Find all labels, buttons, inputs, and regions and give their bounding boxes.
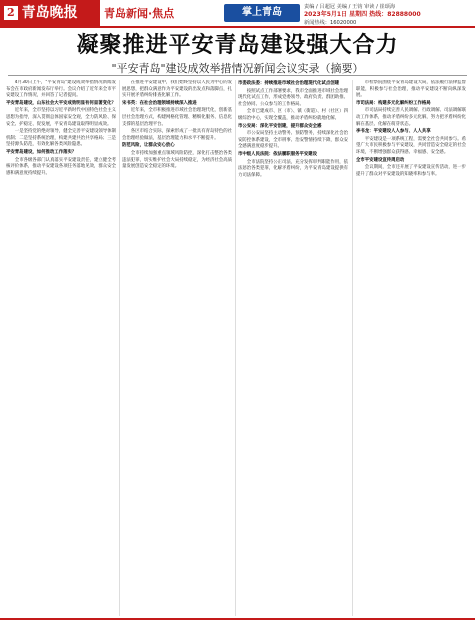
paragraph: 4月30日上午，"平安青岛"建设成效举措情况新闻发布会在市政府新闻发布厅举行。会议介绍了近年来全市平安建设工作情况，并回答了记者提问。: [6, 80, 116, 99]
section-subheading: 平安青岛建设，山东社会大平安成效明显有何显著变化？: [6, 100, 116, 106]
paragraph: 市检察院围绕平安青岛建设大局，依法履行法律监督职能，积极参与社会治理，推动平安建设不断向纵深发展。: [356, 80, 466, 99]
text-column-2: [122, 80, 232, 616]
section-subheading: 市司法局：构建多元化解纠纷工作格局: [356, 100, 431, 106]
editor-credits: 责编 / 吕超冠 美编 / 王钧 审读 / 崔颂海: [304, 4, 396, 10]
paragraph: 市司法局持续完善人民调解、行政调解、司法调解联动工作体系，推动矛盾纠纷多元化解，努力把矛盾纠纷化解在基层、化解在萌芽状态。: [356, 108, 466, 127]
paragraph: 全市各级各部门认真落实平安建设责任，建立健全考核评价体系，推动平安建设各项任务落地见效，群众安全感和满意度持续提升。: [6, 157, 116, 176]
paragraph: 一是坚持党的绝对领导，健全完善平安建设领导体制机制；二是坚持系统治理，构建共建共治共享格局；三是坚持源头防范，有效化解各类风险隐患。: [6, 129, 116, 148]
section-subheading: 全市平安建设宣传周启动: [356, 157, 405, 163]
subhead-divider: [8, 75, 467, 76]
paragraph: 全市持续加强重点领域风险防控，深化打击整治各类违法犯罪，切实维护社会大局持续稳定，为经济社会高质量发展创造安全稳定的环境。: [122, 150, 232, 170]
section-subheading: 市公安局：深化平安创建，提升群众安全感: [238, 123, 322, 129]
app-badge: 掌上青岛: [224, 4, 300, 22]
paragraph: 市公安局坚持主动警务、预防警务，持续深化社会治安防控体系建设，全市刑事、治安警情持续下降，群众安全感满意度稳步提升。: [238, 131, 348, 150]
paragraph: 近年来，全市积极推进市域社会治理现代化，创新基层社会治理方式，构建网格化管理、精细化服务、信息化支撑的基层治理平台。: [122, 108, 232, 127]
paragraph: 全市法院坚持公正司法，充分发挥审判职能作用，依法惩治各类犯罪，化解矛盾纠纷，为平安青岛建设提供有力司法保障。: [238, 159, 348, 178]
text-column-1: [6, 80, 116, 616]
paragraph: 在推进平安建设中，我们始终坚持以人民为中心的发展思想，把群众满意作为平安建设的出发点和落脚点，扎实开展矛盾纠纷排查化解工作。: [122, 80, 232, 99]
section-subheading: 防范风险，让群众安心放心: [122, 143, 175, 149]
section-title: 青岛新闻·焦点: [104, 7, 175, 20]
issue-date: 2023年5月1日 星期四 热线：82888000: [304, 11, 421, 18]
section-subheading: 平安青岛建设，如何推动工作落实？: [6, 149, 77, 155]
page-number: 2: [4, 6, 18, 20]
paragraph: 按照试点工作部署要求，我市全面推进市域社会治理现代化试点工作，形成党委领导、政府负责、群团助推、社会协同、公众参与的工作格局。: [238, 88, 348, 107]
section-subheading: 市委政法委：持续推进市域社会治理现代化试点创建: [238, 81, 339, 86]
section-subheading: 李书龙：平安建设人人参与、人人共享: [356, 129, 431, 135]
article-subheadline: "平安青岛"建设成效举措情况新闻会议实录（摘要）: [111, 62, 364, 75]
column-divider: [352, 80, 353, 616]
text-column-4: [356, 80, 466, 616]
article-headline: 凝聚推进平安青岛建设强大合力: [76, 32, 399, 58]
paragraph: 近年来，全市坚持以习近平新时代中国特色社会主义思想为指导，深入贯彻总体国家安全观，全力防风险、保安全、护稳定、促发展，平安青岛建设取得明显成效。: [6, 108, 116, 127]
text-column-3: [238, 80, 348, 616]
hotline: 新闻热线：16020000: [304, 20, 357, 26]
column-divider: [119, 80, 120, 616]
newspaper-logo: [0, 0, 100, 26]
paragraph: 各区市结合实际，探索形成了一批具有青岛特色的社会治理经验做法，基层治理能力和水平不断提升。: [122, 129, 232, 141]
paragraph: 全市已建成市、区（市）、镇（街道）、村（社区）四级综治中心，实现全覆盖，推动矛盾纠纷就地化解。: [238, 109, 348, 121]
column-divider: [235, 80, 236, 616]
masthead: [0, 0, 475, 28]
brand-name: 青岛晚报: [21, 5, 78, 21]
paragraph: 会议期间，全市还开展了平安建设宣传活动，进一步提升了群众对平安建设的知晓率和参与率。: [356, 165, 466, 177]
section-subheading: 宋书英：在社会治理领域持续深入推进: [122, 100, 197, 106]
paragraph: 平安建设是一项系统工程，需要全社会共同参与。希望广大市民积极参与平安建设，共同营造安全稳定的社会环境，不断增强群众获得感、幸福感、安全感。: [356, 136, 466, 155]
section-subheading: 市中级人民法院：依法履职服务平安建设: [238, 151, 318, 157]
masthead-meta: [304, 3, 472, 27]
